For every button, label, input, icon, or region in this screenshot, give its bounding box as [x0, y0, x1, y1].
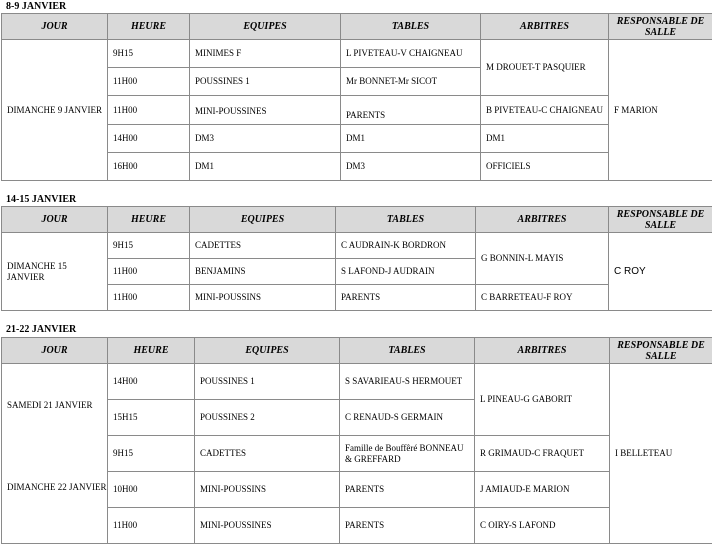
section-title: 14-15 JANVIER: [6, 194, 76, 206]
col-header-equipes: EQUIPES: [190, 14, 341, 40]
day-cell: [2, 364, 108, 544]
equipe-cell: DM3: [190, 125, 341, 153]
table-row: [2, 285, 712, 311]
arbitres-cell: B PIVETEAU-C CHAIGNEAU: [481, 96, 609, 125]
table-cell: Mr BONNET-Mr SICOT: [341, 68, 481, 96]
table-cell: DM1: [341, 125, 481, 153]
equipe-cell: DM1: [190, 153, 341, 181]
heure-cell: 11H00: [108, 68, 190, 96]
heure-cell: 9H15: [108, 40, 190, 68]
arbitres-cell: R GRIMAUD-C FRAQUET: [475, 436, 610, 472]
heure-cell: 11H00: [108, 96, 190, 125]
table-cell: S SAVARIEAU-S HERMOUET: [340, 364, 475, 400]
arbitres-cell: G BONNIN-L MAYIS: [476, 233, 609, 285]
col-header-tables: TABLES: [336, 207, 476, 233]
responsable-cell: I BELLETEAU: [610, 364, 712, 544]
equipe-cell: POUSSINES 1: [190, 68, 341, 96]
equipe-cell: POUSSINES 2: [195, 400, 340, 436]
equipe-cell: MINI-POUSSINES: [195, 508, 340, 544]
table-row: [2, 508, 712, 544]
heure-cell: 9H15: [108, 233, 190, 259]
col-header-arbitres: ARBITRES: [475, 338, 610, 364]
day-label: SAMEDI 21 JANVIER: [7, 400, 93, 411]
table-row: [2, 96, 712, 125]
section-title: 8-9 JANVIER: [6, 1, 66, 13]
equipe-cell: MINI-POUSSINS: [195, 472, 340, 508]
table-row: [2, 125, 712, 153]
arbitres-cell: OFFICIELS: [481, 153, 609, 181]
schedule-table: [1, 206, 712, 311]
heure-cell: 9H15: [108, 436, 195, 472]
table-row: [2, 233, 712, 259]
day-cell: DIMANCHE 9 JANVIER: [2, 40, 108, 181]
col-header-equipes: EQUIPES: [195, 338, 340, 364]
col-header-responsable: RESPONSABLE DE SALLE: [610, 338, 712, 364]
col-header-tables: TABLES: [341, 14, 481, 40]
table-cell: C AUDRAIN-K BORDRON: [336, 233, 476, 259]
col-header-heure: HEURE: [108, 14, 190, 40]
table-cell: PARENTS: [340, 508, 475, 544]
table-cell: PARENTS: [340, 472, 475, 508]
table-cell: PARENTS: [336, 285, 476, 311]
table-cell: L PIVETEAU-V CHAIGNEAU: [341, 40, 481, 68]
col-header-heure: HEURE: [108, 207, 190, 233]
equipe-cell: CADETTES: [190, 233, 336, 259]
col-header-heure: HEURE: [108, 338, 195, 364]
equipe-cell: CADETTES: [195, 436, 340, 472]
table-cell: PARENTS: [341, 96, 481, 125]
responsable-cell: F MARION: [609, 40, 712, 181]
equipe-cell: MINIMES F: [190, 40, 341, 68]
heure-cell: 11H00: [108, 508, 195, 544]
table-row: [2, 153, 712, 181]
day-label: DIMANCHE 22 JANVIER: [7, 482, 107, 493]
table-cell: S LAFOND-J AUDRAIN: [336, 259, 476, 285]
table-cell: Famille de Bouffêré BONNEAU & GREFFARD: [340, 436, 475, 472]
table-row: [2, 472, 712, 508]
col-header-jour: JOUR: [2, 14, 108, 40]
table-cell: DM3: [341, 153, 481, 181]
col-header-tables: TABLES: [340, 338, 475, 364]
table-row: [2, 364, 712, 400]
heure-cell: 10H00: [108, 472, 195, 508]
table-cell: C RENAUD-S GERMAIN: [340, 400, 475, 436]
col-header-responsable: RESPONSABLE DE SALLE: [609, 14, 712, 40]
responsable-cell: C ROY: [609, 233, 712, 311]
heure-cell: 15H15: [108, 400, 195, 436]
equipe-cell: POUSSINES 1: [195, 364, 340, 400]
heure-cell: 11H00: [108, 285, 190, 311]
col-header-arbitres: ARBITRES: [481, 14, 609, 40]
col-header-equipes: EQUIPES: [190, 207, 336, 233]
heure-cell: 14H00: [108, 364, 195, 400]
equipe-cell: MINI-POUSSINS: [190, 285, 336, 311]
schedule-table: [1, 13, 712, 181]
col-header-arbitres: ARBITRES: [476, 207, 609, 233]
equipe-cell: MINI-POUSSINES: [190, 96, 341, 125]
col-header-jour: JOUR: [2, 338, 108, 364]
equipe-cell: BENJAMINS: [190, 259, 336, 285]
table-row: [2, 40, 712, 68]
arbitres-cell: J AMIAUD-E MARION: [475, 472, 610, 508]
section-title: 21-22 JANVIER: [6, 324, 76, 336]
arbitres-cell: L PINEAU-G GABORIT: [475, 364, 610, 436]
col-header-responsable: RESPONSABLE DE SALLE: [609, 207, 712, 233]
heure-cell: 11H00: [108, 259, 190, 285]
heure-cell: 16H00: [108, 153, 190, 181]
schedule-table: [1, 337, 712, 544]
col-header-jour: JOUR: [2, 207, 108, 233]
arbitres-cell: M DROUET-T PASQUIER: [481, 40, 609, 96]
arbitres-cell: C OIRY-S LAFOND: [475, 508, 610, 544]
day-cell: DIMANCHE 15 JANVIER: [2, 233, 108, 311]
arbitres-cell: DM1: [481, 125, 609, 153]
arbitres-cell: C BARRETEAU-F ROY: [476, 285, 609, 311]
heure-cell: 14H00: [108, 125, 190, 153]
table-row: [2, 436, 712, 472]
